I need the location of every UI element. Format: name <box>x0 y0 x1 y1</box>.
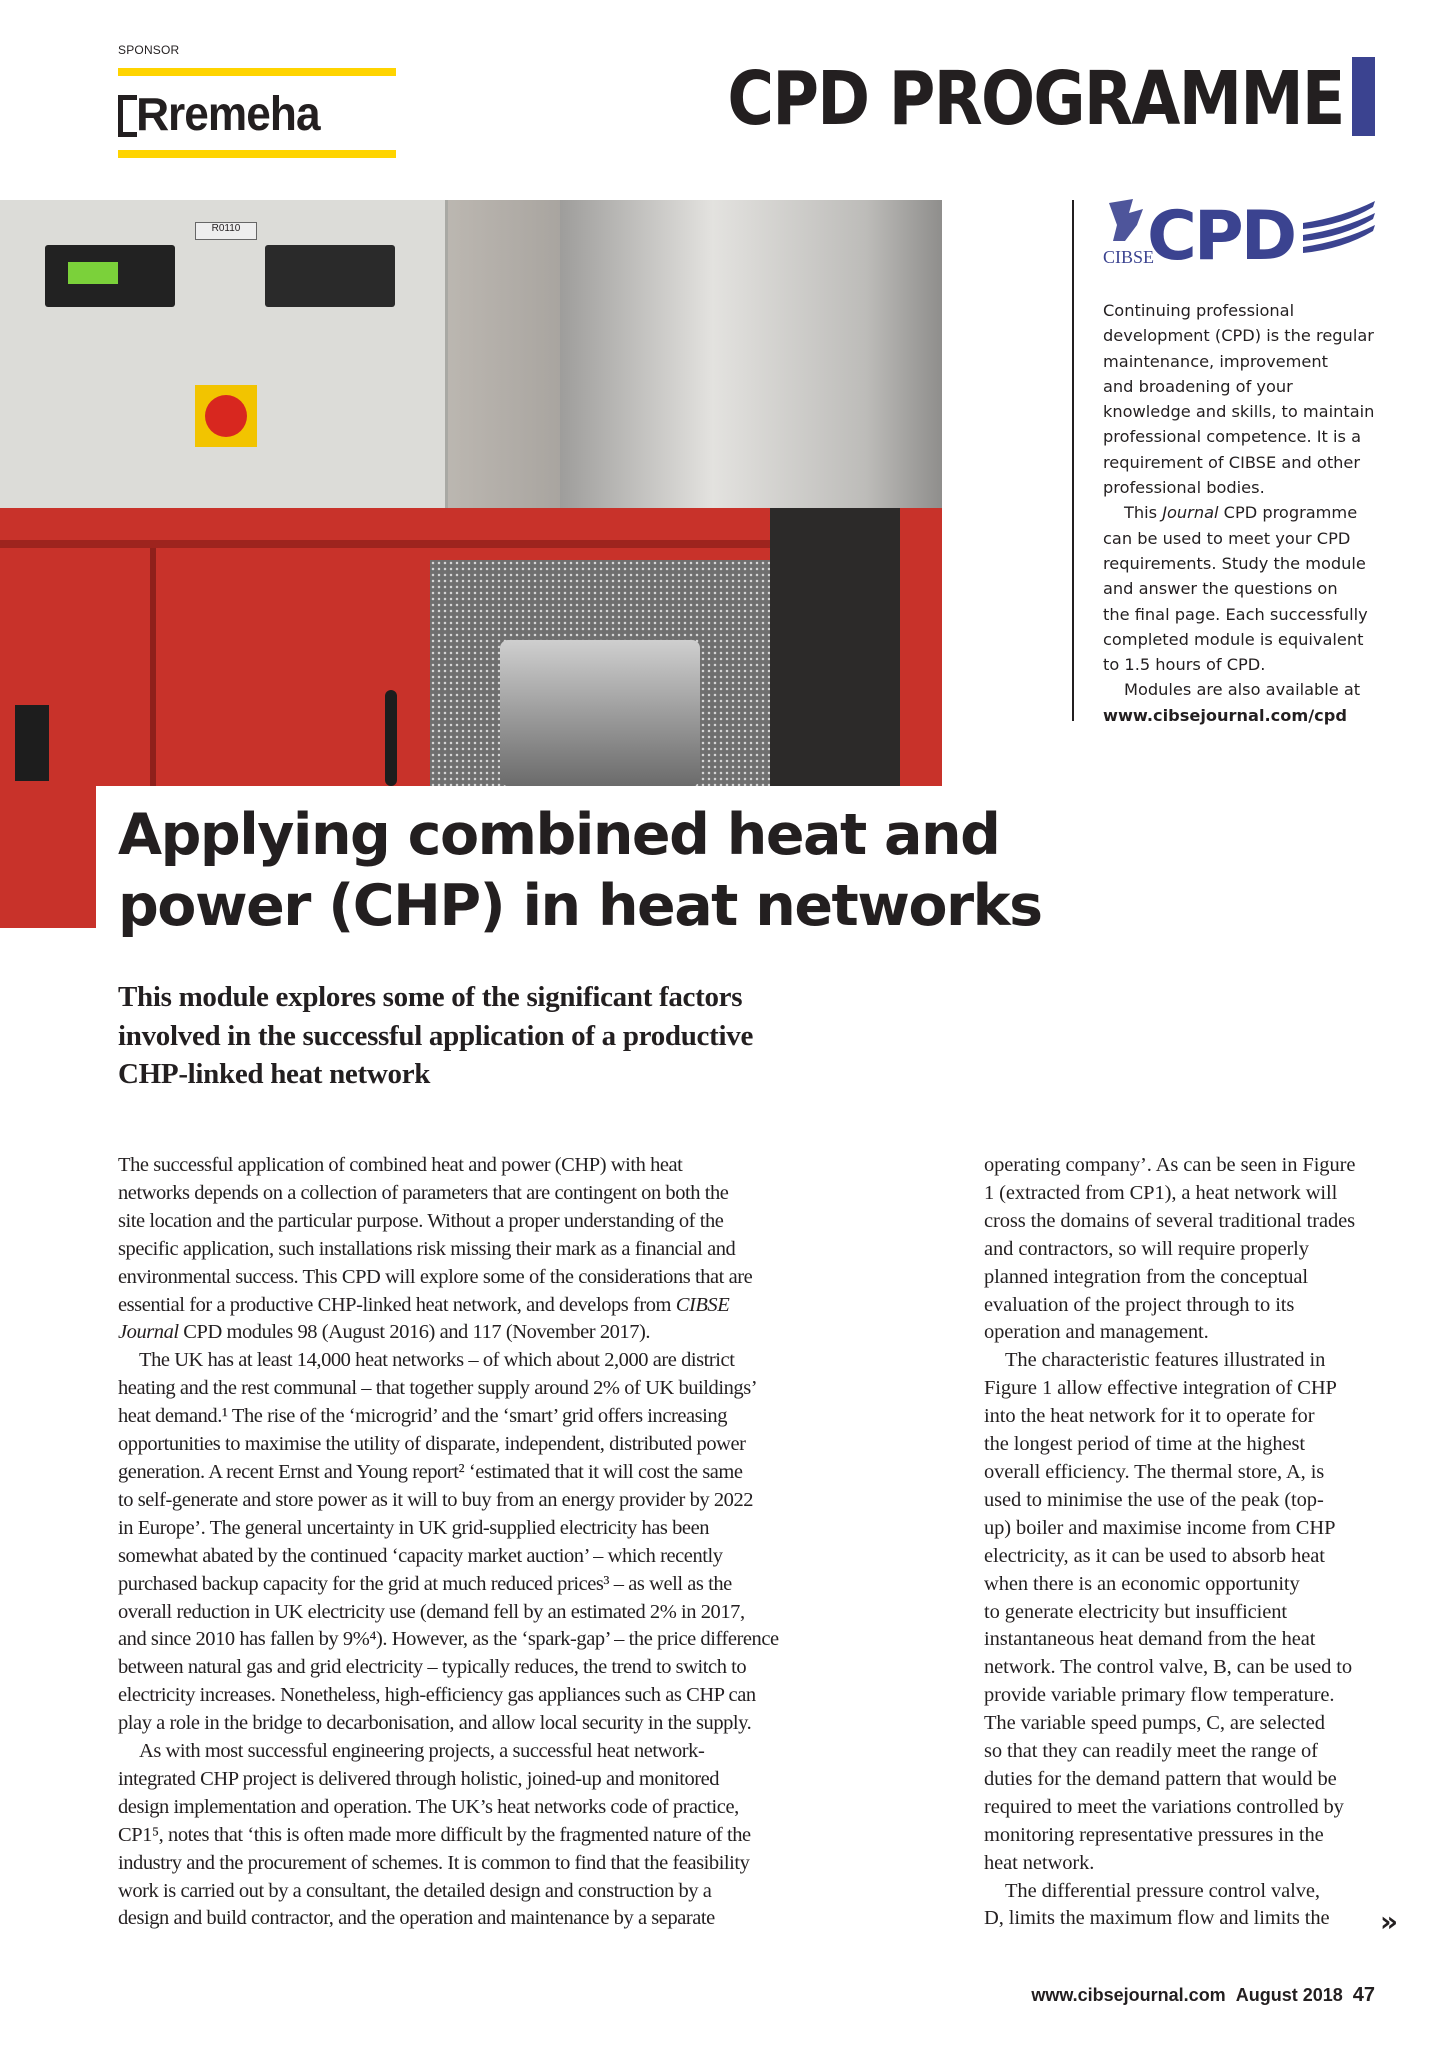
text-line <box>984 1264 1384 1292</box>
text-line <box>118 1515 830 1543</box>
paragraph <box>984 1878 1384 1934</box>
text-line <box>984 1487 1384 1515</box>
text-line <box>118 1375 830 1403</box>
text-segment: duties for the demand pattern that would be <box>984 1767 1337 1790</box>
text-segment: so that they can readily meet the range of <box>984 1740 1318 1763</box>
text-segment: essential for a productive CHP-linked heat network, and develops from <box>118 1293 676 1316</box>
text-line <box>118 1654 830 1682</box>
italic-text: Journal <box>1162 503 1219 523</box>
cpd-info-sidebar <box>1103 298 1373 728</box>
standfirst <box>118 978 753 1094</box>
page-footer <box>1031 1984 1375 2007</box>
text-line <box>118 1850 830 1878</box>
text-segment: requirement of CIBSE and other <box>1103 452 1361 472</box>
cpd-url-link[interactable]: www.cibsejournal.com/cpd <box>1103 705 1347 725</box>
text-segment: planned integration from the conceptual <box>984 1265 1308 1288</box>
text-segment: heat network. <box>984 1851 1095 1874</box>
title-line: Applying combined heat and <box>118 802 1000 868</box>
text-segment: site location and the particular purpose. Without a proper understanding of the <box>118 1209 724 1232</box>
text-segment: networks depends on a collection of parameters that are contingent on both the <box>118 1181 729 1204</box>
text-segment: evaluation of the project through to its <box>984 1293 1295 1316</box>
text-line <box>1103 677 1373 702</box>
paragraph <box>984 1152 1384 1347</box>
text-segment: can be used to meet your CPD <box>1103 528 1351 548</box>
text-line <box>1103 298 1373 323</box>
text-line <box>984 1905 1384 1933</box>
text-segment: work is carried out by a consultant, the detailed design and construction by a <box>118 1879 712 1902</box>
text-line <box>1103 627 1373 652</box>
text-line <box>984 1375 1384 1403</box>
text-line <box>984 1766 1384 1794</box>
text-segment: This <box>1124 503 1163 523</box>
text-line <box>118 1766 830 1794</box>
text-line <box>1103 602 1373 627</box>
text-line <box>118 1710 830 1738</box>
text-line <box>984 1738 1384 1766</box>
paragraph <box>1103 500 1373 677</box>
text-segment: development (CPD) is the regular <box>1103 326 1374 346</box>
text-line <box>984 1431 1384 1459</box>
text-line <box>118 1264 830 1292</box>
text-segment: used to minimise the use of the peak (top- <box>984 1488 1324 1511</box>
double-chevron-right-icon: » <box>1380 1905 1399 1938</box>
text-segment: overall efficiency. The thermal store, A, is <box>984 1460 1325 1483</box>
text-line <box>984 1794 1384 1822</box>
text-segment: electricity increases. Nonetheless, high-efficiency gas appliances such as CHP can <box>118 1684 756 1707</box>
text-segment: integrated CHP project is delivered through holistic, joined-up and monitored <box>118 1767 720 1790</box>
footer-date: August 2018 <box>1235 1985 1343 2005</box>
standfirst-line: CHP-linked heat network <box>118 1058 431 1090</box>
text-line <box>984 1654 1384 1682</box>
text-segment: to generate electricity but insufficient <box>984 1600 1287 1623</box>
paragraph <box>1103 298 1373 500</box>
text-line <box>984 1180 1384 1208</box>
text-segment: purchased backup capacity for the grid at much reduced prices³ – as well as the <box>118 1572 732 1595</box>
text-segment: heating and the rest communal – that together supply around 2% of UK buildings’ <box>118 1377 758 1400</box>
text-segment: The variable speed pumps, C, are selected <box>984 1712 1325 1735</box>
text-line <box>118 1180 830 1208</box>
text-segment: operation and management. <box>984 1321 1209 1344</box>
text-line <box>984 1152 1384 1180</box>
remeha-mark-icon: R <box>118 95 160 133</box>
text-segment: monitoring representative pressures in the <box>984 1823 1324 1846</box>
text-line <box>1103 652 1373 677</box>
hero-photo <box>0 200 942 786</box>
text-segment: to 1.5 hours of CPD. <box>1103 655 1266 675</box>
remeha-logo <box>118 86 333 142</box>
text-segment: design implementation and operation. The UK’s heat networks code of practice, <box>118 1795 739 1818</box>
text-line <box>984 1459 1384 1487</box>
text-segment: play a role in the bridge to decarbonisation, and allow local security in the supply. <box>118 1712 752 1735</box>
text-line <box>984 1208 1384 1236</box>
text-segment: design and build contractor, and the operation and maintenance by a separate <box>118 1907 715 1930</box>
text-segment: up) boiler and maximise income from CHP <box>984 1516 1336 1539</box>
sponsor-bar-bottom <box>118 150 396 158</box>
text-line <box>118 1431 830 1459</box>
text-segment: specific application, such installations risk missing their mark as a financial and <box>118 1237 736 1260</box>
text-segment: industry and the procurement of schemes. It is common to find that the feasibility <box>118 1851 750 1874</box>
text-line <box>984 1515 1384 1543</box>
text-segment: 1 (extracted from CP1), a heat network will <box>984 1181 1338 1204</box>
footer-site: www.cibsejournal.com <box>1031 1985 1226 2005</box>
paragraph <box>118 1347 830 1738</box>
cpd-text: CPD <box>1147 197 1295 270</box>
sidebar-divider <box>1072 200 1074 721</box>
text-segment: between natural gas and grid electricity – typically reduces, the trend to switch to <box>118 1656 747 1679</box>
text-line <box>984 1682 1384 1710</box>
text-segment: and answer the questions on <box>1103 579 1338 599</box>
text-segment: the longest period of time at the highest <box>984 1433 1305 1456</box>
text-segment: instantaneous heat demand from the heat <box>984 1628 1316 1651</box>
text-segment: opportunities to maximise the utility of disparate, independent, distributed power <box>118 1433 746 1456</box>
text-line <box>118 1571 830 1599</box>
body-column-right <box>984 1152 1384 1933</box>
text-line <box>118 1459 830 1487</box>
text-segment: when there is an economic opportunity <box>984 1572 1300 1595</box>
standfirst-line: involved in the successful application of a productive <box>118 1019 754 1052</box>
standfirst-line: This module explores some of the significant factors <box>118 981 743 1013</box>
text-segment: professional bodies. <box>1103 478 1265 498</box>
text-segment: cross the domains of several traditional trades <box>984 1209 1356 1232</box>
text-segment: heat demand.¹ The rise of the ‘microgrid’ and the ‘smart’ grid offers increasing <box>118 1405 728 1428</box>
text-segment: in Europe’. The general uncertainty in UK grid-supplied electricity has been <box>118 1516 710 1539</box>
text-line <box>118 1543 830 1571</box>
text-line <box>1103 526 1373 551</box>
text-line <box>118 1794 830 1822</box>
paragraph <box>984 1347 1384 1877</box>
text-segment: and since 2010 has fallen by 9%⁴). However, as the ‘spark-gap’ – the price difference <box>118 1628 779 1651</box>
text-line <box>1103 323 1373 348</box>
text-line <box>118 1487 830 1515</box>
paragraph <box>1103 677 1373 702</box>
text-segment: D, limits the maximum flow and limits the <box>984 1907 1330 1930</box>
text-line <box>1103 349 1373 374</box>
text-segment: requirements. Study the module <box>1103 553 1366 573</box>
text-line <box>118 1682 830 1710</box>
text-segment: operating company’. As can be seen in Figure <box>984 1154 1356 1176</box>
text-segment: somewhat abated by the continued ‘capacity market auction’ – which recently <box>118 1544 723 1567</box>
text-segment: The successful application of combined heat and power (CHP) with heat <box>118 1154 683 1176</box>
text-line <box>1103 374 1373 399</box>
text-line <box>118 1292 830 1320</box>
text-segment: CPD programme <box>1218 503 1358 523</box>
text-line <box>984 1347 1384 1375</box>
text-segment: The characteristic features illustrated in <box>1005 1349 1326 1372</box>
text-line <box>118 1319 830 1347</box>
text-segment: As with most successful engineering projects, a successful heat network- <box>139 1740 705 1763</box>
hero-photo-strip <box>0 786 96 928</box>
text-segment: Modules are also available at <box>1124 680 1361 700</box>
panel-tag: R0110 <box>195 222 257 240</box>
text-line <box>984 1710 1384 1738</box>
text-line <box>1103 475 1373 500</box>
programme-title: CPD PROGRAMME <box>727 56 1344 142</box>
text-line <box>984 1822 1384 1850</box>
accent-bar <box>1352 57 1375 136</box>
text-segment: environmental success. This CPD will explore some of the considerations that are <box>118 1265 753 1288</box>
text-line <box>118 1599 830 1627</box>
text-line <box>984 1292 1384 1320</box>
text-line <box>1103 399 1373 424</box>
text-line <box>1103 450 1373 475</box>
text-line <box>984 1878 1384 1906</box>
text-segment: maintenance, improvement <box>1103 351 1328 371</box>
text-segment: CP1⁵, notes that ‘this is often made more difficult by the fragmented nature of the <box>118 1823 751 1846</box>
text-segment: The UK has at least 14,000 heat networks – of which about 2,000 are district <box>139 1349 735 1372</box>
text-segment: to self-generate and store power as it will to buy from an energy provider by 2022 <box>118 1488 754 1511</box>
paragraph <box>118 1738 830 1933</box>
text-line <box>984 1599 1384 1627</box>
text-line <box>1103 576 1373 601</box>
sponsor-label: SPONSOR <box>118 43 180 57</box>
sponsor-bar-top <box>118 68 396 76</box>
title-line: power (CHP) in heat networks <box>118 873 1042 939</box>
text-segment: Figure 1 allow effective integration of CHP <box>984 1377 1337 1400</box>
text-line <box>984 1571 1384 1599</box>
cibse-cpd-logo <box>1103 195 1378 270</box>
text-line <box>984 1850 1384 1878</box>
text-segment: electricity, as it can be used to absorb heat <box>984 1544 1325 1567</box>
text-segment: into the heat network for it to operate for <box>984 1405 1315 1428</box>
cibse-text: CIBSE <box>1103 247 1155 267</box>
text-segment: overall reduction in UK electricity use (demand fell by an estimated 2% in 2017, <box>118 1600 745 1623</box>
article-title <box>118 800 1042 942</box>
text-segment: professional competence. It is a <box>1103 427 1362 447</box>
text-segment: completed module is equivalent <box>1103 629 1364 649</box>
text-segment: provide variable primary flow temperature. <box>984 1684 1335 1707</box>
text-line <box>118 1347 830 1375</box>
text-line <box>118 1905 830 1933</box>
text-segment: Continuing professional <box>1103 301 1295 320</box>
text-line <box>984 1236 1384 1264</box>
text-line <box>118 1152 830 1180</box>
italic-text: Journal <box>118 1321 179 1344</box>
text-line <box>118 1403 830 1431</box>
italic-text: CIBSE <box>675 1293 730 1316</box>
text-segment: and contractors, so will require properly <box>984 1237 1309 1260</box>
text-line <box>1103 500 1373 525</box>
text-line <box>984 1319 1384 1347</box>
text-line <box>118 1822 830 1850</box>
text-line <box>984 1403 1384 1431</box>
text-line <box>118 1236 830 1264</box>
text-line <box>1103 424 1373 449</box>
body-column-left <box>118 1152 830 1933</box>
text-segment: the final page. Each successfully <box>1103 604 1368 624</box>
text-segment: required to meet the variations controlled by <box>984 1795 1344 1818</box>
text-segment: knowledge and skills, to maintain <box>1103 402 1375 422</box>
text-segment: The differential pressure control valve, <box>1005 1879 1320 1902</box>
paragraph <box>118 1152 830 1347</box>
text-line <box>118 1738 830 1766</box>
sponsor-name: remeha <box>168 87 320 141</box>
text-line <box>1103 551 1373 576</box>
page-number: 47 <box>1352 1984 1375 2006</box>
text-segment: CPD modules 98 (August 2016) and 117 (November 2017). <box>178 1321 651 1344</box>
text-line <box>118 1878 830 1906</box>
text-line <box>118 1626 830 1654</box>
text-line <box>984 1626 1384 1654</box>
text-segment: network. The control valve, B, can be used to <box>984 1656 1353 1679</box>
text-segment: and broadening of your <box>1103 376 1293 396</box>
text-line <box>984 1543 1384 1571</box>
text-segment: generation. A recent Ernst and Young report² ‘estimated that it will cost the same <box>118 1460 743 1483</box>
text-line <box>118 1208 830 1236</box>
